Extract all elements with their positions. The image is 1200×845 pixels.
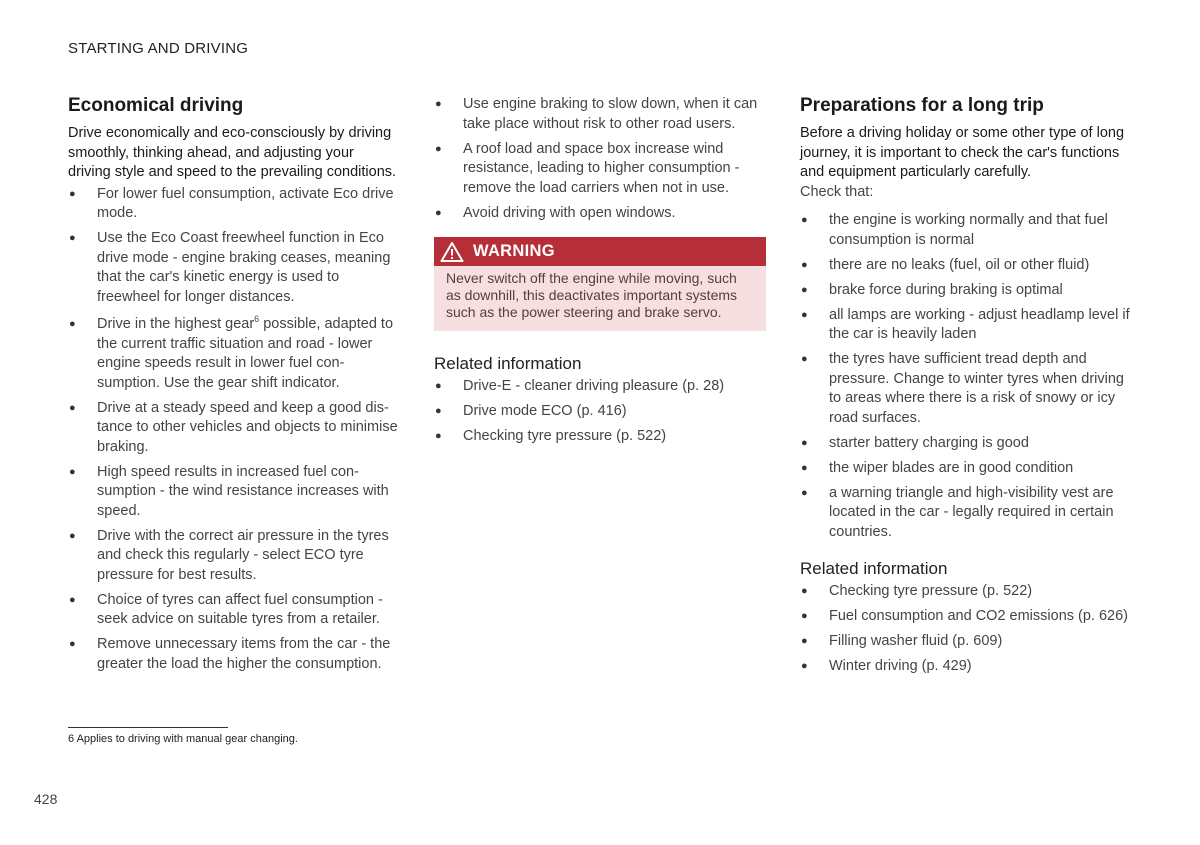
bullet-icon: ●: [69, 232, 76, 244]
related-list: [434, 377, 766, 447]
list-item: ● Drive at a steady speed and keep a good distance to other vehicles and objects to minimise braking.: [69, 399, 398, 455]
related-link-winter-driving[interactable]: ● Winter driving (p. 429): [800, 657, 1132, 677]
bullet-icon: ●: [801, 214, 808, 226]
related-link-tyre-pressure[interactable]: ● Checking tyre pressure (p. 522): [800, 582, 1132, 602]
related-link-drive-e[interactable]: ● Drive-E - cleaner driving pleasure (p. 28): [434, 377, 766, 397]
footnote-reference: 6: [254, 314, 260, 325]
bullet-icon: ●: [801, 486, 808, 499]
warning-text: Never switch off the engine while moving, such as downhill, this deactivates important systems such as the power steering and brake servo.: [446, 270, 738, 320]
list-item: ● all lamps are working - adjust headlamp level if the car is heavily laden: [801, 306, 1130, 342]
list-item: ● brake force during braking is optimal: [800, 281, 1132, 301]
footnote-divider: [68, 727, 228, 728]
warning-label: WARNING: [473, 242, 555, 260]
section-title-long-trip: Preparations for a long trip: [800, 95, 1044, 116]
list-item: ● Drive with the correct air pressure in the tyres and check this regularly - select ECO tyre pressure for best results.: [69, 527, 389, 583]
warning-triangle-icon: [440, 241, 464, 263]
running-head: STARTING AND DRIVING: [68, 40, 249, 57]
list-item: ● Use engine braking to slow down, when it can take place without risk to other road users.: [435, 96, 758, 132]
list-item: ● there are no leaks (fuel, oil or other fluid): [800, 256, 1132, 276]
related-list: [800, 582, 1132, 677]
list-item: ● For lower fuel consumption, activate Eco drive mode.: [69, 185, 394, 221]
list-item: ● starter battery charging is good: [800, 434, 1132, 454]
list-item: ● High speed results in increased fuel consumption - the wind resistance increases with speed.: [69, 463, 389, 519]
bullet-icon: ●: [435, 380, 442, 392]
economical-list: [68, 185, 400, 675]
column-long-trip: [800, 94, 1132, 682]
warning-box: [434, 237, 766, 331]
bullet-icon: ●: [801, 461, 808, 474]
long-trip-checklist: [800, 211, 1132, 542]
bullet-icon: ●: [801, 258, 808, 271]
list-item: ● Avoid driving with open windows.: [434, 204, 766, 224]
bullet-icon: ●: [69, 401, 76, 414]
bullet-icon: ●: [801, 585, 808, 597]
bullet-icon: ●: [69, 638, 76, 650]
section-title-economical-driving: Economical driving: [68, 95, 244, 116]
bullet-icon: ●: [435, 142, 442, 155]
bullet-icon: ●: [801, 660, 808, 672]
list-item: ● A roof load and space box increase wind resistance, leading to higher consumption - remove the load carriers when not in use.: [435, 140, 740, 196]
related-link-washer-fluid[interactable]: ● Filling washer fluid (p. 609): [800, 632, 1132, 652]
list-item: ● the engine is working normally and that fuel consumption is normal: [801, 212, 1108, 248]
related-information-title: Related information: [434, 354, 582, 373]
column-economical-driving: [68, 94, 400, 680]
warning-header: [434, 237, 766, 266]
bullet-icon: ●: [69, 593, 76, 606]
long-trip-intro: Before a driving holiday or some other type of long journey, it is important to check the car's functions and equipment particularly carefully. Check that:: [800, 125, 1125, 200]
bullet-icon: ●: [435, 430, 442, 442]
list-item: ● Remove unnecessary items from the car - the greater the load the higher the consumption.: [69, 636, 391, 672]
bullet-icon: ●: [69, 465, 76, 478]
list-item: ● Choice of tyres can affect fuel consumption - seek advice on suitable tyres from a retailer.: [69, 591, 383, 627]
bullet-icon: ●: [435, 206, 442, 219]
bullet-icon: ●: [69, 318, 76, 330]
bullet-icon: ●: [801, 610, 808, 622]
page-number: 428: [34, 791, 58, 807]
economical-list-continued: [434, 95, 766, 223]
list-item: ● the tyres have sufficient tread depth and pressure. Change to winter tyres when driving to areas where there is a risk of snowy or icy road surfaces.: [801, 351, 1124, 426]
footnote: 6 Applies to driving with manual gear changing.: [68, 733, 298, 745]
related-information-title: Related information: [800, 559, 948, 578]
bullet-icon: ●: [801, 308, 808, 321]
bullet-icon: ●: [69, 529, 76, 542]
bullet-icon: ●: [801, 353, 808, 365]
bullet-icon: ●: [435, 405, 442, 417]
related-link-fuel-consumption[interactable]: ● Fuel consumption and CO2 emissions (p. 626): [800, 607, 1132, 627]
related-link-tyre-pressure[interactable]: ● Checking tyre pressure (p. 522): [434, 427, 766, 447]
bullet-icon: ●: [69, 187, 76, 200]
bullet-icon: ●: [801, 635, 808, 647]
list-item: ● Drive in the highest gear$^6$ possible, adapted to the current traffic situation and road - lower engine speeds result in lower fuel consumption. Use the gear shift indicator.: [69, 314, 394, 391]
related-link-drive-mode-eco[interactable]: ● Drive mode ECO (p. 416): [434, 402, 766, 422]
list-item: ● a warning triangle and high-visibility vest are located in the car - legally required in certain countries.: [801, 484, 1114, 540]
column-middle: [434, 95, 766, 452]
list-item: ● Use the Eco Coast freewheel function in Eco drive mode - engine braking ceases, meaning that the car's kinetic energy is used to freewheel for longer distances.: [69, 230, 391, 305]
list-item: ● the wiper blades are in good condition: [800, 459, 1132, 479]
bullet-icon: ●: [801, 436, 808, 449]
bullet-icon: ●: [435, 98, 442, 110]
economical-intro: Drive economically and eco-consciously by driving smoothly, thinking ahead, and adjusting your driving style and speed to the prevailing conditions.: [68, 125, 397, 180]
bullet-icon: ●: [801, 283, 808, 296]
